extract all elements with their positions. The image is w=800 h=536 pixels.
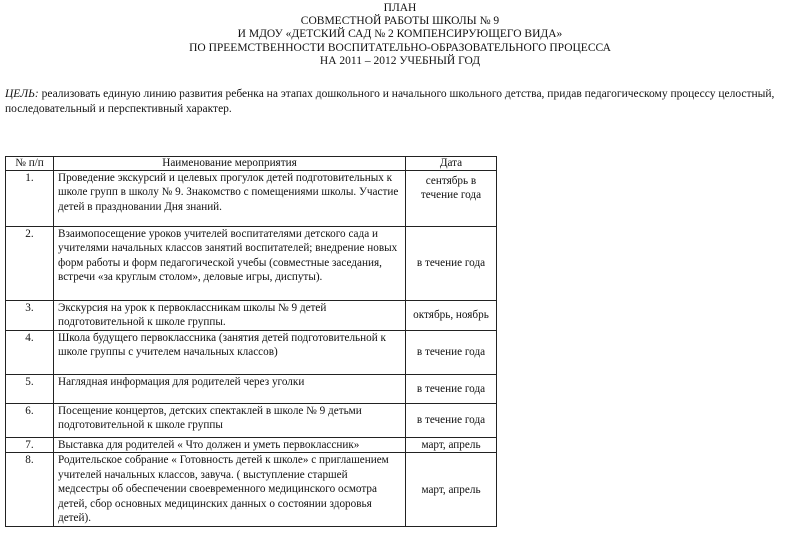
- row-number: 3.: [6, 301, 54, 331]
- row-date: март, апрель: [406, 438, 497, 453]
- row-number: 5.: [6, 375, 54, 404]
- column-header-date: Дата: [406, 157, 497, 171]
- column-header-number: № п/п: [6, 157, 54, 171]
- row-date: октябрь, ноябрь: [406, 301, 497, 331]
- goal-label: ЦЕЛЬ:: [5, 88, 39, 100]
- row-event: Выставка для родителей « Что должен и уметь первоклассник»: [54, 438, 406, 453]
- header-subtitle: СОВМЕСТНОЙ РАБОТЫ ШКОЛЫ № 9: [300, 15, 500, 28]
- row-number: 1.: [6, 171, 54, 227]
- table-row: [6, 404, 497, 438]
- row-event: Взаимопосещение уроков учителей воспитателями детского сада и учителями начальных классов занятий воспитателей; внедрение новых форм работы и форм педагогической учебы (совместные заседания, встречи «за круглым столом», деловые игры, диспуты).: [54, 227, 406, 301]
- row-date: сентябрь в течение года: [406, 171, 497, 227]
- table-row: [6, 171, 497, 227]
- row-date: март, апрель: [406, 453, 497, 527]
- row-number: 4.: [6, 331, 54, 375]
- goal-text: реализовать единую линию развития ребенка на этапах дошкольного и начального школьного детства, придав педагогическому процессу целостный, последовательный и перспективный характер.: [5, 88, 775, 115]
- column-header-event: Наименование мероприятия: [54, 157, 406, 171]
- row-event: Экскурсия на урок к первоклассникам школы № 9 детей подготовительной к школе группы.: [54, 301, 406, 331]
- row-event: Посещение концертов, детских спектаклей в школе № 9 детьми подготовительной к школе группы: [54, 404, 406, 438]
- row-number: 6.: [6, 404, 54, 438]
- row-number: 8.: [6, 453, 54, 527]
- plan-table: [5, 156, 497, 527]
- header-organization: И МДОУ «ДЕТСКИЙ САД № 2 КОМПЕНСИРУЮЩЕГО ВИДА»: [237, 28, 563, 41]
- header-title: ПЛАН: [383, 2, 417, 14]
- header-year: НА 2011 – 2012 УЧЕБНЫЙ ГОД: [319, 54, 481, 67]
- table-row: [6, 301, 497, 331]
- table-header-row: [6, 157, 497, 171]
- row-date: в течение года: [406, 404, 497, 438]
- row-event: Наглядная информация для родителей через уголки: [54, 375, 406, 404]
- header-topic: ПО ПРЕЕМСТВЕННОСТИ ВОСПИТАТЕЛЬНО-ОБРАЗОВАТЕЛЬНОГО ПРОЦЕССА: [189, 41, 611, 54]
- table-row: [6, 453, 497, 527]
- row-date: в течение года: [406, 227, 497, 301]
- document-header: [0, 2, 800, 68]
- row-number: 2.: [6, 227, 54, 301]
- row-number: 7.: [6, 438, 54, 453]
- row-date: в течение года: [406, 331, 497, 375]
- table-row: [6, 331, 497, 375]
- table-row: [6, 438, 497, 453]
- goal-paragraph: [5, 87, 795, 116]
- table-row: [6, 375, 497, 404]
- table-row: [6, 227, 497, 301]
- row-date: в течение года: [406, 375, 497, 404]
- row-event: Проведение экскурсий и целевых прогулок детей подготовительных к школе групп в школу № 9. Знакомство с помещениями школы. Участие детей в праздновании Дня знаний.: [54, 171, 406, 227]
- row-event: Родительское собрание « Готовность детей к школе» с приглашением учителей начальных классов, завуча. ( выступление старшей медсестры об обеспечении своевременного медицинского осмотра детей, сбор основных медицинских данных о состоянии здоровья детей).: [54, 453, 406, 527]
- row-event: Школа будущего первоклассника (занятия детей подготовительной к школе группы с учителем начальных классов): [54, 331, 406, 375]
